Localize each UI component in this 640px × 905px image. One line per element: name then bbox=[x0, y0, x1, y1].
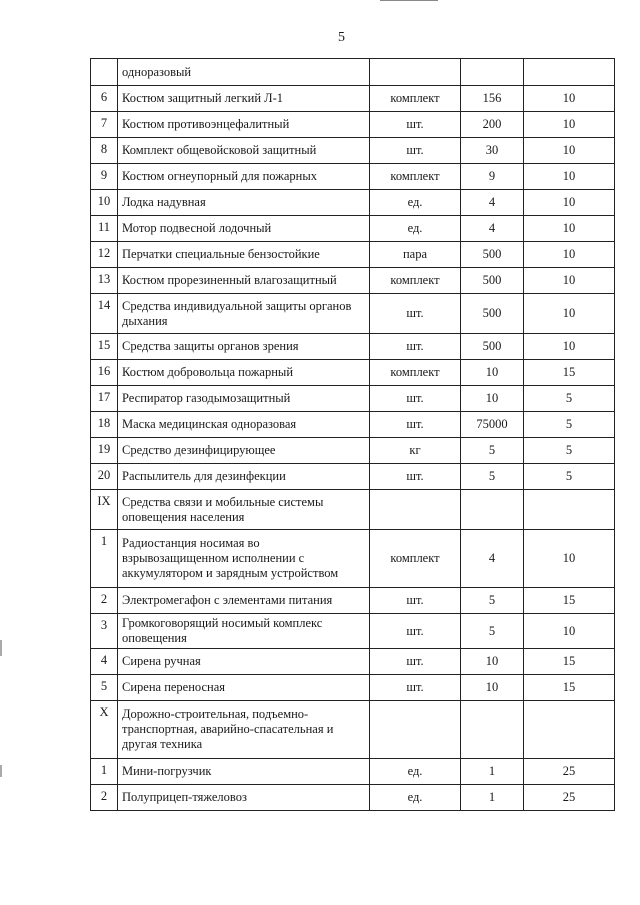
table-row bbox=[91, 138, 615, 164]
cell-norm: 10 bbox=[524, 86, 615, 112]
cell-qty: 500 bbox=[461, 334, 524, 360]
cell-num: 9 bbox=[91, 164, 118, 190]
cell-norm bbox=[524, 701, 615, 759]
cell-num: X bbox=[91, 701, 118, 759]
table-row bbox=[91, 386, 615, 412]
cell-num: 13 bbox=[91, 268, 118, 294]
cell-name: Сирена ручная bbox=[118, 649, 370, 675]
cell-num: 15 bbox=[91, 334, 118, 360]
cell-qty: 200 bbox=[461, 112, 524, 138]
cell-norm: 10 bbox=[524, 242, 615, 268]
cell-name: Громкоговорящий носимый комплекс оповещения bbox=[118, 614, 370, 649]
cell-num: 1 bbox=[91, 530, 118, 588]
table-row bbox=[91, 701, 615, 759]
top-edge-mark bbox=[380, 0, 438, 1]
table-row bbox=[91, 675, 615, 701]
cell-name: Мотор подвесной лодочный bbox=[118, 216, 370, 242]
cell-qty: 5 bbox=[461, 588, 524, 614]
table-body bbox=[91, 59, 615, 811]
cell-name: Костюм добровольца пожарный bbox=[118, 360, 370, 386]
table-row bbox=[91, 759, 615, 785]
table-row bbox=[91, 164, 615, 190]
cell-name: Распылитель для дезинфекции bbox=[118, 464, 370, 490]
cell-qty: 4 bbox=[461, 530, 524, 588]
cell-name: Радиостанция носимая во взрывозащищенном исполнении с аккумулятором и зарядным устройством bbox=[118, 530, 370, 588]
cell-name: Перчатки специальные бензостойкие bbox=[118, 242, 370, 268]
cell-qty bbox=[461, 490, 524, 530]
cell-num: 16 bbox=[91, 360, 118, 386]
cell-unit: комплект bbox=[370, 86, 461, 112]
table-row bbox=[91, 334, 615, 360]
cell-unit bbox=[370, 59, 461, 86]
cell-name: Средства индивидуальной защиты органов дыхания bbox=[118, 294, 370, 334]
cell-norm: 15 bbox=[524, 649, 615, 675]
table-row bbox=[91, 242, 615, 268]
cell-unit: ед. bbox=[370, 785, 461, 811]
cell-norm: 10 bbox=[524, 530, 615, 588]
cell-qty: 156 bbox=[461, 86, 524, 112]
table-row bbox=[91, 112, 615, 138]
cell-name: Электромегафон с элементами питания bbox=[118, 588, 370, 614]
cell-unit: ед. bbox=[370, 190, 461, 216]
cell-unit: комплект bbox=[370, 530, 461, 588]
cell-qty: 10 bbox=[461, 675, 524, 701]
cell-name: Мини-погрузчик bbox=[118, 759, 370, 785]
cell-qty: 4 bbox=[461, 190, 524, 216]
cell-unit: шт. bbox=[370, 464, 461, 490]
table-row bbox=[91, 59, 615, 86]
table-row bbox=[91, 464, 615, 490]
cell-unit: шт. bbox=[370, 334, 461, 360]
table-row bbox=[91, 490, 615, 530]
cell-num: 19 bbox=[91, 438, 118, 464]
cell-name: Средства связи и мобильные системы оповещения населения bbox=[118, 490, 370, 530]
cell-unit: ед. bbox=[370, 759, 461, 785]
cell-qty: 500 bbox=[461, 268, 524, 294]
cell-num: 18 bbox=[91, 412, 118, 438]
table-row bbox=[91, 785, 615, 811]
cell-norm: 10 bbox=[524, 614, 615, 649]
cell-qty: 5 bbox=[461, 464, 524, 490]
cell-unit: комплект bbox=[370, 268, 461, 294]
table-row bbox=[91, 438, 615, 464]
cell-norm: 25 bbox=[524, 759, 615, 785]
cell-num: 4 bbox=[91, 649, 118, 675]
page-number: 5 bbox=[338, 30, 345, 45]
cell-num: 7 bbox=[91, 112, 118, 138]
cell-unit: шт. bbox=[370, 412, 461, 438]
table-row bbox=[91, 294, 615, 334]
cell-unit: кг bbox=[370, 438, 461, 464]
cell-num: 5 bbox=[91, 675, 118, 701]
cell-unit: шт. bbox=[370, 649, 461, 675]
cell-qty: 9 bbox=[461, 164, 524, 190]
cell-name: Сирена переносная bbox=[118, 675, 370, 701]
cell-norm: 5 bbox=[524, 386, 615, 412]
cell-norm: 10 bbox=[524, 138, 615, 164]
cell-norm: 25 bbox=[524, 785, 615, 811]
table-row bbox=[91, 412, 615, 438]
cell-qty: 4 bbox=[461, 216, 524, 242]
cell-norm: 5 bbox=[524, 438, 615, 464]
equipment-table bbox=[90, 58, 615, 811]
table-row bbox=[91, 649, 615, 675]
cell-unit: комплект bbox=[370, 164, 461, 190]
cell-unit: шт. bbox=[370, 138, 461, 164]
cell-unit: пара bbox=[370, 242, 461, 268]
cell-unit: шт. bbox=[370, 588, 461, 614]
cell-name: Костюм прорезиненный влагозащитный bbox=[118, 268, 370, 294]
cell-qty: 1 bbox=[461, 785, 524, 811]
table-row bbox=[91, 360, 615, 386]
cell-qty bbox=[461, 59, 524, 86]
cell-unit: шт. bbox=[370, 614, 461, 649]
cell-norm: 10 bbox=[524, 268, 615, 294]
cell-num: 8 bbox=[91, 138, 118, 164]
cell-norm: 5 bbox=[524, 412, 615, 438]
cell-num: 6 bbox=[91, 86, 118, 112]
cell-qty bbox=[461, 701, 524, 759]
cell-qty: 75000 bbox=[461, 412, 524, 438]
cell-name: Респиратор газодымозащитный bbox=[118, 386, 370, 412]
table-row bbox=[91, 86, 615, 112]
cell-norm: 15 bbox=[524, 360, 615, 386]
cell-num: 2 bbox=[91, 785, 118, 811]
cell-unit: ед. bbox=[370, 216, 461, 242]
cell-qty: 5 bbox=[461, 438, 524, 464]
cell-norm: 10 bbox=[524, 190, 615, 216]
cell-num: 11 bbox=[91, 216, 118, 242]
cell-qty: 10 bbox=[461, 360, 524, 386]
cell-qty: 5 bbox=[461, 614, 524, 649]
cell-num: 1 bbox=[91, 759, 118, 785]
cell-name: Костюм противоэнцефалитный bbox=[118, 112, 370, 138]
cell-unit bbox=[370, 701, 461, 759]
scan-speck bbox=[0, 765, 2, 777]
cell-num: IX bbox=[91, 490, 118, 530]
cell-qty: 1 bbox=[461, 759, 524, 785]
table-row bbox=[91, 216, 615, 242]
cell-unit: шт. bbox=[370, 294, 461, 334]
cell-num: 10 bbox=[91, 190, 118, 216]
cell-qty: 500 bbox=[461, 294, 524, 334]
cell-num: 14 bbox=[91, 294, 118, 334]
cell-name: Маска медицинская одноразовая bbox=[118, 412, 370, 438]
cell-norm: 15 bbox=[524, 675, 615, 701]
scan-speck bbox=[0, 640, 2, 656]
cell-name: Дорожно-строительная, подъемно-транспортная, аварийно-спасательная и другая техника bbox=[118, 701, 370, 759]
cell-norm: 10 bbox=[524, 216, 615, 242]
cell-name: одноразовый bbox=[118, 59, 370, 86]
table-row bbox=[91, 268, 615, 294]
cell-num: 2 bbox=[91, 588, 118, 614]
cell-unit: шт. bbox=[370, 675, 461, 701]
cell-norm: 5 bbox=[524, 464, 615, 490]
cell-num: 20 bbox=[91, 464, 118, 490]
cell-name: Комплект общевойсковой защитный bbox=[118, 138, 370, 164]
cell-qty: 10 bbox=[461, 649, 524, 675]
cell-num: 3 bbox=[91, 614, 118, 649]
cell-norm: 10 bbox=[524, 164, 615, 190]
cell-num: 12 bbox=[91, 242, 118, 268]
cell-name: Костюм огнеупорный для пожарных bbox=[118, 164, 370, 190]
cell-norm: 10 bbox=[524, 294, 615, 334]
table-row bbox=[91, 530, 615, 588]
cell-name: Средство дезинфицирующее bbox=[118, 438, 370, 464]
cell-qty: 500 bbox=[461, 242, 524, 268]
cell-norm bbox=[524, 490, 615, 530]
cell-qty: 30 bbox=[461, 138, 524, 164]
cell-norm: 15 bbox=[524, 588, 615, 614]
cell-unit: комплект bbox=[370, 360, 461, 386]
cell-name: Полуприцеп-тяжеловоз bbox=[118, 785, 370, 811]
cell-name: Средства защиты органов зрения bbox=[118, 334, 370, 360]
cell-norm: 10 bbox=[524, 112, 615, 138]
cell-name: Костюм защитный легкий Л-1 bbox=[118, 86, 370, 112]
cell-norm: 10 bbox=[524, 334, 615, 360]
table-row bbox=[91, 614, 615, 649]
cell-unit: шт. bbox=[370, 386, 461, 412]
cell-unit bbox=[370, 490, 461, 530]
table-row bbox=[91, 588, 615, 614]
cell-norm bbox=[524, 59, 615, 86]
cell-name: Лодка надувная bbox=[118, 190, 370, 216]
table-row bbox=[91, 190, 615, 216]
cell-unit: шт. bbox=[370, 112, 461, 138]
cell-num bbox=[91, 59, 118, 86]
cell-qty: 10 bbox=[461, 386, 524, 412]
cell-num: 17 bbox=[91, 386, 118, 412]
